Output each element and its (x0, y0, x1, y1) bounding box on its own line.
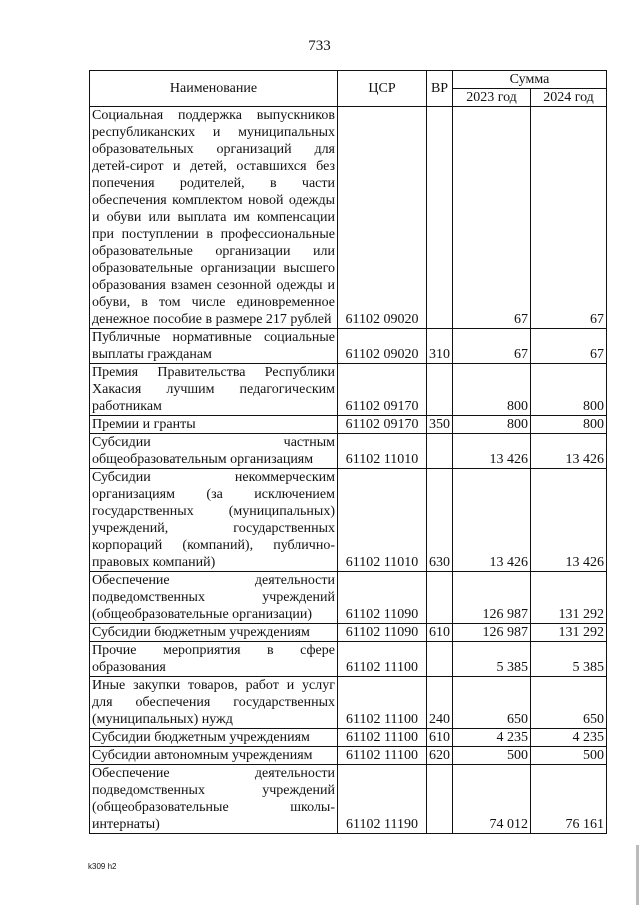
table-row (90, 624, 607, 642)
page-number: 733 (308, 38, 331, 54)
row-csr-cell: 61102 11090 (338, 624, 427, 642)
row-csr-cell: 61102 11010 (338, 469, 427, 572)
row-vr-cell (427, 572, 453, 624)
row-sum-2024-cell: 67 (531, 107, 607, 329)
row-vr-cell: 610 (427, 624, 453, 642)
row-name-cell: Социальная поддержка выпускников республиканских и муниципальных образовательных организаций для детей-сирот и детей, оставшихся без попечения родителей, в части обеспечения комплектом новой одежды и обуви или выплата им компенсации при поступлении в профессиональные образовательные организации или образовательные организации высшего образования взамен сезонной одежды и обуви, в том числе единовременное денежное пособие в размере 217 рублей (90, 107, 338, 329)
row-name-cell: Премии и гранты (90, 416, 338, 434)
row-vr-cell (427, 642, 453, 677)
row-name-cell: Обеспечение деятельности подведомственных учреждений (общеобразовательные школы-интернаты) (90, 765, 338, 834)
row-sum-2023-cell: 650 (453, 677, 531, 729)
row-sum-2023-cell: 67 (453, 329, 531, 364)
row-name-cell: Субсидии бюджетным учреждениям (90, 624, 338, 642)
table-row (90, 107, 607, 329)
row-csr-cell: 61102 09170 (338, 364, 427, 416)
row-sum-2023-cell: 4 235 (453, 729, 531, 747)
header-vr: ВР (427, 71, 453, 107)
table-row (90, 729, 607, 747)
table-row (90, 469, 607, 572)
row-sum-2023-cell: 67 (453, 107, 531, 329)
header-name: Наименование (90, 71, 338, 107)
row-sum-2024-cell: 500 (531, 747, 607, 765)
row-vr-cell: 310 (427, 329, 453, 364)
table-row (90, 572, 607, 624)
row-csr-cell: 61102 11100 (338, 642, 427, 677)
row-name-cell: Премия Правительства Республики Хакасия лучшим педагогическим работникам (90, 364, 338, 416)
row-name-cell: Субсидии частным общеобразовательным организациям (90, 434, 338, 469)
row-vr-cell (427, 364, 453, 416)
row-sum-2024-cell: 13 426 (531, 434, 607, 469)
table-row (90, 416, 607, 434)
table-row (90, 434, 607, 469)
row-sum-2024-cell: 13 426 (531, 469, 607, 572)
row-sum-2024-cell: 4 235 (531, 729, 607, 747)
table-row (90, 747, 607, 765)
row-vr-cell: 240 (427, 677, 453, 729)
row-vr-cell (427, 765, 453, 834)
row-name-cell: Субсидии некоммерческим организациям (за исключением государственных (муниципальных) учреждений, государственных корпораций (компаний), публично-правовых компаний) (90, 469, 338, 572)
row-csr-cell: 61102 11100 (338, 729, 427, 747)
table-row (90, 364, 607, 416)
row-sum-2024-cell: 76 161 (531, 765, 607, 834)
table-row (90, 329, 607, 364)
row-name-cell: Прочие мероприятия в сфере образования (90, 642, 338, 677)
row-csr-cell: 61102 11190 (338, 765, 427, 834)
row-sum-2024-cell: 131 292 (531, 572, 607, 624)
row-vr-cell (427, 434, 453, 469)
row-sum-2023-cell: 5 385 (453, 642, 531, 677)
row-name-cell: Иные закупки товаров, работ и услуг для обеспечения государственных (муниципальных) нужд (90, 677, 338, 729)
row-sum-2024-cell: 131 292 (531, 624, 607, 642)
header-csr: ЦСР (338, 71, 427, 107)
row-vr-cell: 610 (427, 729, 453, 747)
footer-code: k309 h2 (88, 862, 117, 871)
row-sum-2024-cell: 67 (531, 329, 607, 364)
row-name-cell: Субсидии бюджетным учреждениям (90, 729, 338, 747)
row-csr-cell: 61102 11090 (338, 572, 427, 624)
row-sum-2023-cell: 800 (453, 416, 531, 434)
row-sum-2023-cell: 126 987 (453, 624, 531, 642)
row-vr-cell: 620 (427, 747, 453, 765)
row-csr-cell: 61102 09170 (338, 416, 427, 434)
row-sum-2024-cell: 800 (531, 364, 607, 416)
row-csr-cell: 61102 09020 (338, 329, 427, 364)
header-year-2024: 2024 год (531, 89, 607, 107)
row-csr-cell: 61102 11100 (338, 747, 427, 765)
row-sum-2023-cell: 13 426 (453, 469, 531, 572)
row-vr-cell: 630 (427, 469, 453, 572)
row-name-cell: Обеспечение деятельности подведомственных учреждений (общеобразовательные организации) (90, 572, 338, 624)
row-name-cell: Субсидии автономным учреждениям (90, 747, 338, 765)
header-year-2023: 2023 год (453, 89, 531, 107)
row-vr-cell: 350 (427, 416, 453, 434)
table-row (90, 642, 607, 677)
budget-table (89, 70, 607, 834)
table-row (90, 677, 607, 729)
row-sum-2023-cell: 74 012 (453, 765, 531, 834)
row-sum-2023-cell: 13 426 (453, 434, 531, 469)
row-sum-2024-cell: 650 (531, 677, 607, 729)
row-name-cell: Публичные нормативные социальные выплаты гражданам (90, 329, 338, 364)
row-sum-2024-cell: 5 385 (531, 642, 607, 677)
row-sum-2023-cell: 800 (453, 364, 531, 416)
row-csr-cell: 61102 09020 (338, 107, 427, 329)
table-row (90, 765, 607, 834)
row-vr-cell (427, 107, 453, 329)
row-sum-2024-cell: 800 (531, 416, 607, 434)
row-sum-2023-cell: 500 (453, 747, 531, 765)
row-sum-2023-cell: 126 987 (453, 572, 531, 624)
row-csr-cell: 61102 11100 (338, 677, 427, 729)
header-sum: Сумма (453, 71, 607, 89)
row-csr-cell: 61102 11010 (338, 434, 427, 469)
